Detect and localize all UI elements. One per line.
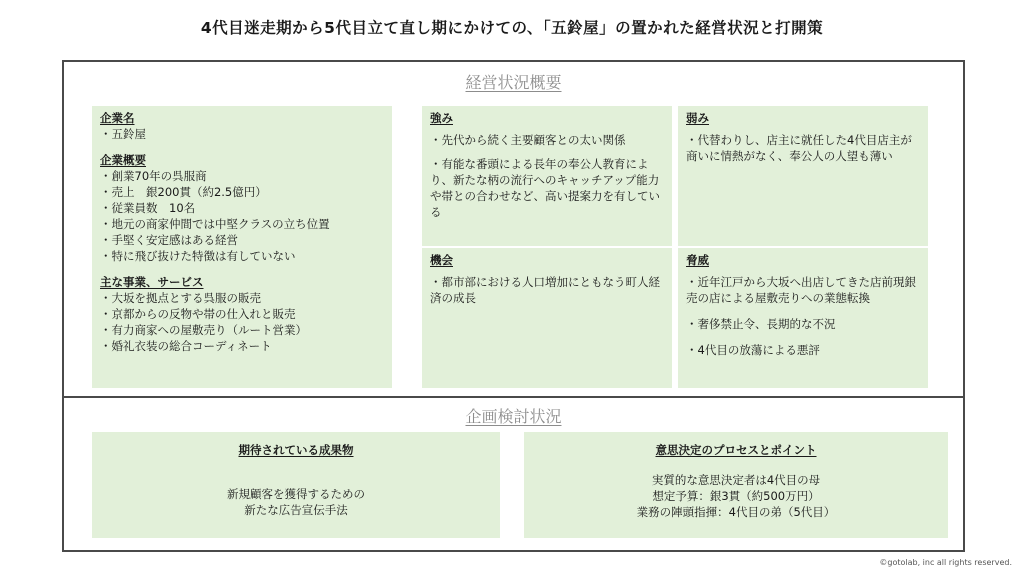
copyright-footer: ©gotolab, inc all rights reserved. (879, 558, 1012, 567)
list-item: ・創業70年の呉服商 (100, 169, 207, 183)
list-item: ・代替わりし、店主に就任した4代目店主が商いに情熱がなく、奉公人の人望も薄い (686, 133, 912, 163)
list-item: ・奢侈禁止令、長期的な不況 (686, 317, 836, 331)
business-heading: 主な事業、サービス (100, 275, 204, 289)
planning-section (62, 396, 965, 552)
company-summary-list (100, 168, 384, 264)
weaknesses-list (686, 132, 920, 164)
planning-heading: 企画検討状況 (465, 407, 562, 426)
weaknesses-heading: 弱み (686, 111, 709, 125)
opportunities-list (430, 274, 664, 306)
list-item: ・有力商家への屋敷売り（ルート営業） (100, 323, 307, 337)
strengths-box (422, 106, 672, 246)
overview-heading: 経営状況概要 (465, 73, 562, 92)
strengths-heading: 強み (430, 111, 453, 125)
threats-box (678, 248, 928, 388)
decision-process-box (524, 432, 948, 538)
expected-heading: 期待されている成果物 (238, 443, 354, 457)
decision-heading: 意思決定のプロセスとポイント (655, 443, 817, 457)
page-title: 4代目迷走期から5代目立て直し期にかけての、「五鈴屋」の置かれた経営状況と打開策 (200, 19, 824, 37)
company-summary-heading: 企業概要 (100, 153, 146, 167)
threats-heading: 脅威 (686, 253, 709, 267)
list-item: ・婚礼衣装の総合コーディネート (100, 339, 272, 353)
list-item: ・京都からの反物や帯の仕入れと販売 (100, 307, 296, 321)
list-item: ・手堅く安定感はある経営 (100, 233, 238, 247)
list-item: ・地元の商家仲間では中堅クラスの立ち位置 (100, 217, 330, 231)
threats-list (686, 274, 920, 358)
company-profile-box (92, 106, 392, 388)
opportunities-box (422, 248, 672, 388)
decision-line: 実質的な意思決定者は4代目の母 (651, 473, 821, 487)
list-item: ・売上 銀200貫（約2.5億円） (100, 185, 267, 199)
decision-line: 想定予算：銀3貫（約500万円） (652, 489, 820, 503)
expected-line: 新たな広告宣伝手法 (244, 503, 348, 517)
company-name-list (100, 126, 384, 142)
weaknesses-box (678, 106, 928, 246)
overview-section (62, 60, 965, 398)
expected-deliverables-box (92, 432, 500, 538)
list-item: ・有能な番頭による長年の奉公人教育により、新たな柄の流行へのキャッチアップ能力や帯との合わせなど、高い提案力を有している (430, 157, 660, 219)
list-item: ・大坂を拠点とする呉服の販売 (100, 291, 261, 305)
list-item: ・近年江戸から大坂へ出店してきた店前現銀売の店による屋敷売りへの業態転換 (686, 275, 916, 305)
list-item: ・従業員数 10名 (100, 201, 196, 215)
list-item: ・特に飛び抜けた特徴は有していない (100, 249, 296, 263)
list-item: ・都市部における人口増加にともなう町人経済の成長 (430, 275, 660, 305)
expected-line: 新規顧客を獲得するための (227, 487, 365, 501)
business-list (100, 290, 384, 354)
list-item: ・五鈴屋 (100, 127, 146, 141)
list-item: ・4代目の放蕩による悪評 (686, 343, 820, 357)
company-name-heading: 企業名 (100, 111, 135, 125)
opportunities-heading: 機会 (430, 253, 453, 267)
decision-line: 業務の陣頭指揮：4代目の弟（5代目） (636, 505, 836, 519)
list-item: ・先代から続く主要顧客との太い関係 (430, 133, 626, 147)
strengths-list (430, 132, 664, 220)
